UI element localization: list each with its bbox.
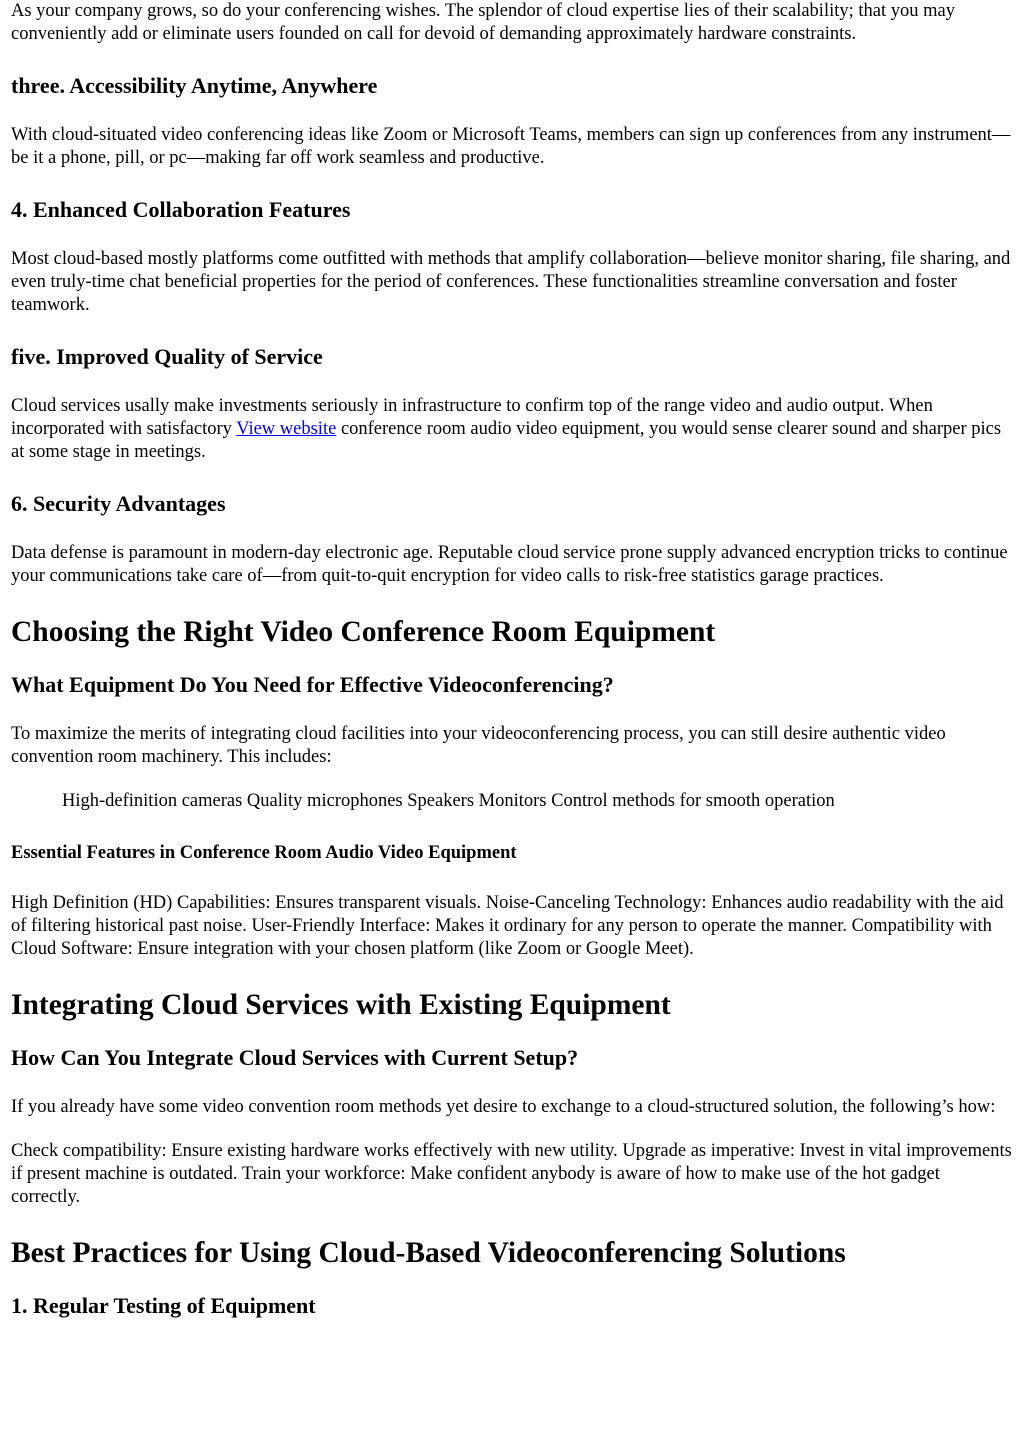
paragraph-quality: [11, 395, 1012, 464]
heading-essential-features: Essential Features in Conference Room Audio Video Equipment: [11, 843, 517, 863]
paragraph-quality-start: Cloud services usally make investments seriously in infrastructure to confirm top of the range video and audio output. When incorporated with satisfactory: [11, 396, 933, 439]
paragraph-already: If you already have some video convention room methods yet desire to exchange to a cloud-structured solution, the following’s how:: [11, 1097, 996, 1117]
paragraph-accessibility: With cloud-situated video conferencing ideas like Zoom or Microsoft Teams, members can sign up conferences from any instrument—be it a phone, pill, or pc—making far off work seamless and productive.: [11, 125, 1011, 168]
heading-how-integrate: How Can You Integrate Cloud Services with Current Setup?: [11, 1045, 579, 1070]
paragraph-intro: As your company grows, so do your conferencing wishes. The splendor of cloud expertise lies of their scalability; that you may conveniently add or eliminate users founded on call for devoid of demanding approximately hardware constraints.: [11, 1, 955, 44]
heading-security: 6. Security Advantages: [11, 491, 226, 516]
paragraph-security: Data defense is paramount in modern-day electronic age. Reputable cloud service prone supply advanced encryption tricks to continue your communications take care of—from quit-to-quit encryption for video calls to risk-free statistics garage practices.: [11, 543, 1008, 586]
heading-best-practices: Best Practices for Using Cloud-Based Videoconferencing Solutions: [11, 1237, 846, 1269]
paragraph-quality-end: conference room audio video equipment, you would sense clearer sound and sharper pics at some stage in meetings.: [11, 419, 1002, 462]
paragraph-features: High Definition (HD) Capabilities: Ensures transparent visuals. Noise-Canceling Technology: Enhances audio readability with the aid of filtering historical past noise. User-Friendly Interface: Makes it ordinary for any person to operate the manner. Compatibility with Cloud Software: Ensure integration with your chosen platform (like Zoom or Google Meet).: [11, 893, 1004, 959]
paragraph-maximize: To maximize the merits of integrating cloud facilities into your videoconferencing process, you can still desire authentic video convention room machinery. This includes:: [11, 724, 946, 767]
heading-what-equipment: What Equipment Do You Need for Effective Videoconferencing?: [11, 672, 614, 697]
heading-collaboration: 4. Enhanced Collaboration Features: [11, 197, 351, 222]
equipment-list: High-definition cameras Quality microphones Speakers Monitors Control methods for smooth operation: [62, 791, 835, 811]
heading-accessibility: three. Accessibility Anytime, Anywhere: [11, 73, 378, 98]
heading-regular-testing: 1. Regular Testing of Equipment: [11, 1293, 316, 1318]
paragraph-check: Check compatibility: Ensure existing hardware works effectively with new utility. Upgrade as imperative: Invest in vital improvements if present machine is outdated. Train your workforce: Make confident anybody is aware of how to make use of the hot gadget correctly.: [11, 1141, 1012, 1207]
view-website-link[interactable]: View website: [236, 419, 337, 439]
paragraph-collaboration: Most cloud-based mostly platforms come outfitted with methods that amplify collaboration—believe monitor sharing, file sharing, and even truly-time chat beneficial properties for the period of conferences. These functionalities streamline conversation and foster teamwork.: [11, 249, 1011, 315]
heading-integrating: Integrating Cloud Services with Existing Equipment: [11, 989, 671, 1021]
heading-quality: five. Improved Quality of Service: [11, 344, 323, 369]
heading-choosing-equipment: Choosing the Right Video Conference Room Equipment: [11, 616, 716, 648]
